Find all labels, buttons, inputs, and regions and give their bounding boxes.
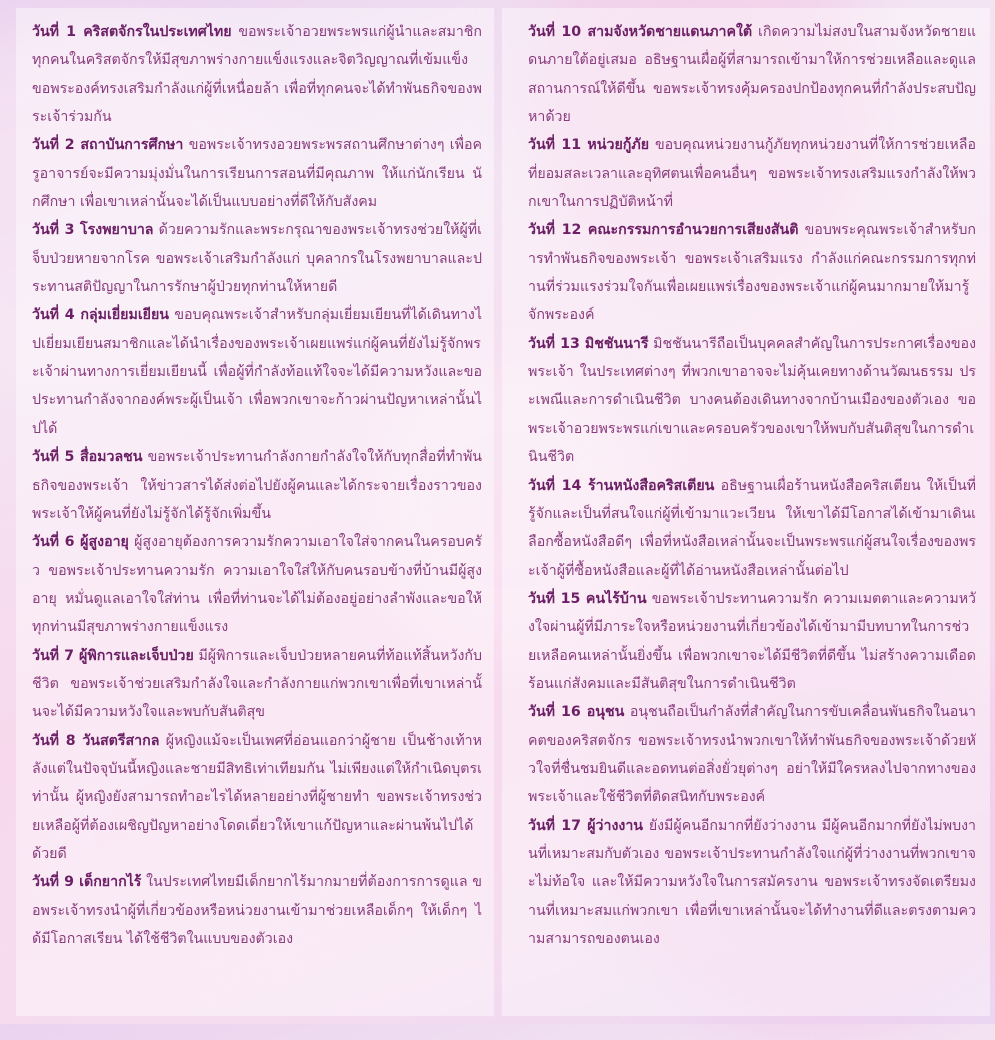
entry-body: มิชชันนารีถือเป็นบุคคลสำคัญในการประกาศเรื่องของพระเจ้า ในประเทศต่างๆ ที่พวกเขาอาจจะไม่คุ้นเคยทางด้านวัฒนธรรม ประเพณีและการดำเนินชีวิต บางคนต้องเดินทางจากบ้านเมืองของตัวเอง ขอพระเจ้าอวยพระพรแก่เขาและครอบครัวของเขาให้พบกับสันติสุขในการดำเนินชีวิต xyxy=(528,335,976,466)
entry-heading: วันที่ 3 โรงพยาบาล xyxy=(32,222,154,239)
prayer-entry-day-3 xyxy=(32,216,482,301)
entry-heading: วันที่ 5 สื่อมวลชน xyxy=(32,449,143,466)
prayer-entry-day-8 xyxy=(32,727,482,869)
entry-heading: วันที่ 16 อนุชน xyxy=(528,704,625,721)
entry-body: ผู้หญิงแม้จะเป็นเพศที่อ่อนแอกว่าผู้ชาย เป็นช้างเท้าหลังแต่ในปัจจุบันนี้หญิงและชายมีสิทธิเท่าเทียมกัน ไม่เพียงแต่ให้กำเนิดบุตรเท่านั้น ผู้หญิงยังสามารถทำอะไรได้หลายอย่างที่ผู้ชายทำ ขอพระเจ้าทรงช่วยเหลือผู้ที่ต้องเผชิญปัญหาอย่างโดดเดี่ยวให้เขาแก้ปัญหาและผ่านพ้นไปได้ด้วยดี xyxy=(32,732,483,862)
prayer-entry-day-14 xyxy=(528,472,976,585)
entry-body: อธิษฐานเผื่อร้านหนังสือคริสเตียน ให้เป็นที่รู้จักและเป็นที่สนใจแก่ผู้ที่เข้ามาแวะเวียน ให้เขาได้มีโอกาสได้เข้ามาเดินเลือกซื้อหนังสือดีๆ เพื่อที่หนังสือเหล่านั้นจะเป็นพระพรแก่ผู้สนใจเรื่องของพระเจ้าผู้ที่ซื้อหนังสือและผู้ที่ได้อ่านหนังสือเหล่านั้นต่อไป xyxy=(528,477,976,579)
prayer-entry-day-7 xyxy=(32,642,482,727)
entry-heading: วันที่ 13 มิชชันนารี xyxy=(528,335,649,352)
entry-heading: วันที่ 7 ผู้พิการและเจ็บป่วย xyxy=(32,647,194,664)
entry-heading: วันที่ 6 ผู้สูงอายุ xyxy=(32,534,129,551)
entry-body: ขอบคุณหน่วยงานกู้ภัยทุกหน่วยงานที่ให้การช่วยเหลือที่ยอมสละเวลาและอุทิศตนเพื่อคนอื่นๆ ขอพระเจ้าทรงเสริมแรงกำลังให้พวกเขาในการปฏิบัติหน้าที่ xyxy=(528,137,976,211)
entry-body: ในประเทศไทยมีเด็กยากไร้มากมายที่ต้องการการดูแล ขอพระเจ้าทรงนำผู้ที่เกี่ยวข้องหรือหน่วยงานเข้ามาช่วยเหลือเด็กๆ ให้เด็กๆ ได้มีโอกาสเรียน ได้ใช้ชีวิตในแบบของตัวเอง xyxy=(32,874,482,947)
entry-body: ด้วยความรักและพระกรุณาของพระเจ้าทรงช่วยให้ผู้ที่เจ็บป่วยหายจากโรค ขอพระเจ้าเสริมกำลังแก่ บุคลากรในโรงพยาบาลและประทานสติปัญญาในการรักษาผู้ป่วยทุกท่านให้หายดี xyxy=(32,222,483,296)
prayer-entry-day-17 xyxy=(528,812,976,954)
entry-body: ขอพระเจ้าอวยพระพรแก่ผู้นำและสมาชิกทุกคนในคริสตจักรให้มีสุขภาพร่างกายแข็งแรงและจิตวิญญาณที่เข้มแข็ง ขอพระองค์ทรงเสริมกำลังแก่ผู้ที่เหนื่อยล้า เพื่อที่ทุกคนจะได้ทำพันธกิจของพระเจ้าร่วมกัน xyxy=(32,24,483,126)
prayer-entry-day-9 xyxy=(32,868,482,953)
entry-heading: วันที่ 2 สถาบันการศึกษา xyxy=(32,137,184,154)
prayer-entry-day-15 xyxy=(528,585,976,698)
prayer-entry-day-4 xyxy=(32,301,482,443)
entry-body: ขอพระเจ้าประทานกำลังกายกำลังใจให้กับทุกสื่อที่ทำพันธกิจของพระเจ้า ให้ข่าวสารได้ส่งต่อไปยังผู้คนและได้กระจายเรื่องราวของพระเจ้าให้ผู้คนที่ยังไม่รู้จักได้รู้จักเพิ่มขึ้น xyxy=(32,449,482,522)
entry-body: ขอพระเจ้าทรงอวยพระพรสถานศึกษาต่างๆ เพื่อครูอาจารย์จะมีความมุ่งมั่นในการเรียนการสอนที่มีคุณภาพ ให้แก่นักเรียน นักศึกษา เพื่อเขาเหล่านั้นจะได้เป็นแบบอย่างที่ดีให้กับสังคม xyxy=(32,137,482,211)
entry-heading: วันที่ 17 ผู้ว่างงาน xyxy=(528,817,643,834)
entry-heading: วันที่ 12 คณะกรรมการอำนวยการเสียงสันติ xyxy=(528,222,799,239)
entry-heading: วันที่ 4 กลุ่มเยี่ยมเยียน xyxy=(32,307,169,324)
entry-body: มีผู้พิการและเจ็บป่วยหลายคนที่ท้อแท้สิ้นหวังกับชีวิต ขอพระเจ้าช่วยเสริมกำลังใจและกำลังกายแก่พวกเขาเพื่อที่เขาเหล่านั้นจะได้มีความหวังใจและพบกับสันติสุข xyxy=(32,647,482,721)
entry-body: ขอพระเจ้าประทานความรัก ความเมตตาและความหวังใจผ่านผู้ที่มีภาระใจหรือหน่วยงานที่เกี่ยวข้องได้เข้ามามีบทบาทในการช่วยเหลือคนเหล่านั้นยิ่งขึ้น เพื่อพวกเขาจะได้มีชีวิตที่ดีขึ้น ไม่สร้างความเดือดร้อนแก่สังคมและมีสันติสุขในการดำเนินชีวิต xyxy=(528,590,977,692)
entry-body: ผู้สูงอายุต้องการความรักความเอาใจใส่จากคนในครอบครัว ขอพระเจ้าประทานความรัก ความเอาใจใส่ให้กับคนรอบข้างที่บ้านมีผู้สูงอายุ หมั่นดูแลเอาใจใส่ท่าน เพื่อที่ท่านจะได้ไม่ต้องอยู่อย่างลำพังและขอให้ทุกท่านมีสุขภาพร่างกายแข็งแรง xyxy=(32,534,482,636)
left-column xyxy=(16,8,494,1016)
entry-heading: วันที่ 1 คริสตจักรในประเทศไทย xyxy=(32,24,232,40)
entry-body: เกิดความไม่สงบในสามจังหวัดชายแดนภายใต้อยู่เสมอ อธิษฐานเผื่อผู้ที่สามารถเข้ามาให้การช่วยเหลือและดูแลสถานการณ์ให้ดีขึ้น ขอพระเจ้าทรงคุ้มครองปกป้องทุกคนที่กำลังประสบปัญหาด้วย xyxy=(528,24,976,126)
entry-heading: วันที่ 10 สามจังหวัดชายแดนภาคใต้ xyxy=(528,24,753,40)
entry-body: ขอบพระคุณพระเจ้าสำหรับการทำพันธกิจของพระเจ้า ขอพระเจ้าเสริมแรง กำลังแก่คณะกรรมการทุกท่านที่ร่วมแรงร่วมใจกันเพื่อเผยแพร่เรื่องของพระเจ้าแก่ผู้คนมากมายให้มารู้จักพระองค์ xyxy=(528,222,976,324)
entry-heading: วันที่ 9 เด็กยากไร้ xyxy=(32,874,142,891)
entry-heading: วันที่ 11 หน่วยกู้ภัย xyxy=(528,137,650,154)
prayer-entry-day-5 xyxy=(32,443,482,528)
prayer-entry-day-2 xyxy=(32,131,482,216)
prayer-entry-day-10 xyxy=(528,18,976,131)
prayer-entry-day-13 xyxy=(528,330,976,472)
prayer-entry-day-6 xyxy=(32,528,482,641)
entry-heading: วันที่ 14 ร้านหนังสือคริสเตียน xyxy=(528,477,715,494)
prayer-entry-day-1 xyxy=(32,18,482,131)
entry-body: อนุชนถือเป็นกำลังที่สำคัญในการขับเคลื่อนพันธกิจในอนาคตของคริสตจักร ขอพระเจ้าทรงนำพวกเขาให้ทำพันธกิจของพระเจ้าด้วยหัวใจที่ชื่นชมยินดีและอดทนต่อสิ่งยั่วยุต่างๆ อย่าให้มีใครหลงไปจากทางของพระเจ้าและใช้ชีวิตที่ติดสนิทกับพระองค์ xyxy=(528,704,976,806)
entry-body: ยังมีผู้คนอีกมากที่ยังว่างงาน มีผู้คนอีกมากที่ยังไม่พบงานที่เหมาะสมกับตัวเอง ขอพระเจ้าประทานกำลังใจแก่ผู้ที่ว่างงานที่พวกเขาจะไม่ท้อใจ และให้มีความหวังใจในการสมัครงาน ขอพระเจ้าทรงจัดเตรียมงานที่เหมาะสมแก่พวกเขา เพื่อที่เขาเหล่านั้นจะได้ทำงานที่ดีและตรงตามความสามารถของตนเอง xyxy=(528,817,976,947)
prayer-entry-day-16 xyxy=(528,698,976,811)
prayer-entry-day-12 xyxy=(528,216,976,329)
entry-body: ขอบคุณพระเจ้าสำหรับกลุ่มเยี่ยมเยียนที่ได้เดินทางไปเยี่ยมเยียนสมาชิกและได้นำเรื่องของพระเจ้าเผยแพร่แก่ผู้คนที่ยังไม่รู้จักพระเจ้าผ่านทางการเยี่ยมเยียนนี้ เพื่อผู้ที่กำลังท้อแท้ใจจะได้มีความหวังและขอประทานกำลังจากองค์พระผู้เป็นเจ้า เพื่อพวกเขาจะก้าวผ่านปัญหาเหล่านั้นไปได้ xyxy=(32,307,482,437)
entry-heading: วันที่ 8 วันสตรีสากล xyxy=(32,732,160,749)
right-column xyxy=(502,8,990,1016)
prayer-entry-day-11 xyxy=(528,131,976,216)
entry-heading: วันที่ 15 คนไร้บ้าน xyxy=(528,590,647,607)
